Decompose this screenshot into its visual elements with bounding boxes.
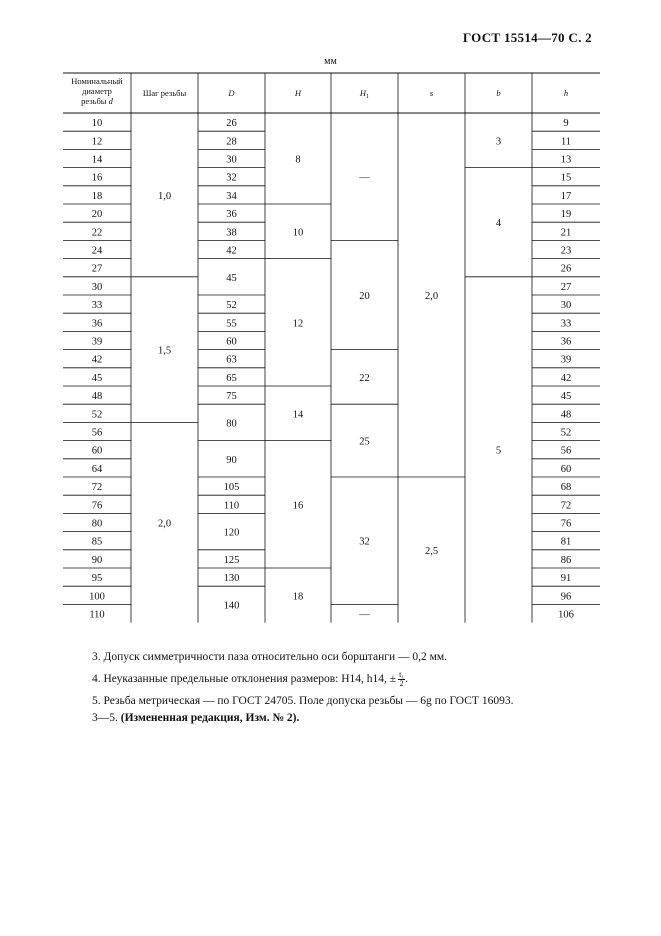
h-value: 60 (560, 463, 572, 475)
header-H1: $H_1$ (359, 88, 370, 100)
s-value: 2,5 (424, 545, 439, 557)
d-value: 95 (91, 573, 103, 585)
header-H: H (294, 88, 302, 98)
note-3: 3. Допуск симметричности паза относительно оси борштанги — 0,2 мм. (92, 651, 448, 663)
d-value: 45 (91, 372, 103, 384)
D-value: 28 (226, 136, 237, 148)
h-value: 11 (560, 136, 572, 148)
h-value: 72 (560, 500, 572, 512)
h-value: 36 (560, 336, 572, 348)
notes (92, 650, 513, 732)
b-value: 5 (495, 445, 502, 457)
b-value: 3 (495, 136, 502, 148)
H-value: 14 (292, 409, 304, 421)
H1-value: — (359, 172, 370, 184)
D-value: 140 (223, 600, 240, 612)
D-value: 45 (226, 272, 237, 284)
h-value: 45 (560, 391, 572, 403)
d-value: 56 (91, 427, 103, 439)
D-value: 90 (226, 454, 237, 466)
D-value: 63 (226, 354, 237, 366)
H1-value: 20 (359, 291, 370, 302)
H1-value: 32 (359, 536, 370, 548)
h-value: 33 (560, 318, 572, 330)
b-value: 4 (495, 218, 502, 230)
d-value: 100 (89, 591, 105, 603)
D-value: 38 (226, 227, 237, 239)
header-d-line2: диаметр (82, 86, 112, 96)
D-value: 52 (226, 300, 237, 312)
d-value: 18 (91, 190, 103, 202)
d-value: 64 (91, 463, 103, 475)
h-value: 19 (560, 209, 572, 221)
D-value: 75 (226, 391, 237, 403)
d-value: 90 (91, 554, 103, 566)
H1-value: 22 (359, 372, 370, 384)
d-value: 52 (91, 409, 103, 421)
h-value: 15 (560, 172, 572, 184)
note-4 (92, 671, 513, 688)
note-3-5-bold: (Измененная редакция, Изм. № 2). (120, 712, 300, 724)
d-value: 72 (91, 482, 103, 494)
d-value: 27 (91, 263, 103, 275)
pitch-value: 1,5 (157, 345, 172, 357)
d-value: 12 (91, 136, 103, 148)
h-value: 13 (560, 154, 572, 166)
D-value: 120 (223, 527, 240, 539)
d-value: 33 (91, 300, 103, 312)
d-value: 14 (91, 154, 103, 166)
D-value: 110 (223, 500, 240, 512)
h-value: 17 (560, 190, 572, 202)
d-value: 16 (91, 172, 103, 184)
D-value: 105 (223, 482, 240, 494)
header-d-line3: резьбы d (81, 96, 113, 106)
H-value: 18 (292, 591, 304, 603)
header-pitch: Шаг резьбы (142, 88, 187, 98)
fraction-numerator: t₁ (399, 670, 405, 679)
d-value: 30 (91, 281, 103, 293)
d-value: 20 (91, 209, 103, 221)
D-value: 55 (226, 318, 237, 330)
D-value: 32 (226, 172, 237, 184)
h-value: 86 (560, 554, 572, 566)
unit-label: мм (324, 56, 337, 67)
note-3-5 (92, 711, 513, 726)
pitch-value: 1,0 (157, 190, 172, 202)
D-value: 80 (226, 418, 237, 430)
D-value: 65 (226, 372, 237, 384)
H1-value: — (359, 609, 370, 621)
note-4-text: 4. Неуказанные предельные отклонения размеров: H14, h14, ± (92, 673, 397, 686)
fraction-denominator: 2 (399, 679, 404, 688)
h-value: 39 (560, 354, 572, 366)
d-value: 48 (91, 391, 103, 403)
note-5: 5. Резьба метрическая — по ГОСТ 24705. Поле допуска резьбы — 6g по ГОСТ 16093. (92, 695, 514, 707)
H1-value: 25 (359, 436, 370, 448)
H-value: 8 (295, 154, 301, 166)
d-value: 36 (91, 318, 103, 330)
d-value: 10 (91, 118, 103, 130)
h-value: 81 (560, 536, 572, 548)
document-header: ГОСТ 15514—70 С. 2 (462, 30, 592, 45)
h-value: 30 (560, 300, 572, 312)
d-value: 60 (91, 445, 103, 457)
D-value: 60 (226, 336, 237, 348)
h-value: 42 (560, 372, 572, 384)
header-d-line1: Номинальный (71, 76, 123, 86)
d-value: 76 (91, 500, 103, 512)
H-value: 10 (292, 227, 304, 239)
D-value: 26 (226, 118, 237, 130)
note-3-5-prefix: 3—5. (92, 712, 121, 724)
h-value: 106 (558, 609, 574, 621)
D-value: 125 (223, 554, 240, 566)
d-value: 42 (91, 354, 103, 366)
d-value: 39 (91, 336, 103, 348)
h-value: 76 (560, 518, 572, 530)
note-4-end: . (405, 673, 409, 686)
header-s: s (429, 88, 434, 98)
d-value: 85 (91, 536, 103, 548)
d-value: 80 (91, 518, 103, 530)
D-value: 34 (226, 190, 237, 202)
h-value: 48 (560, 409, 572, 421)
header-D: D (228, 88, 235, 98)
h-value: 9 (563, 118, 569, 130)
h-value: 52 (560, 427, 572, 439)
h-value: 21 (560, 227, 572, 239)
D-value: 30 (226, 154, 237, 166)
D-value: 130 (223, 573, 240, 585)
header-h: h (563, 88, 569, 98)
D-value: 36 (226, 209, 237, 221)
header-b: b (496, 88, 501, 98)
s-value: 2,0 (424, 291, 439, 302)
H-value: 12 (292, 318, 304, 330)
d-value: 24 (91, 245, 103, 257)
d-value: 22 (91, 227, 103, 239)
h-value: 56 (560, 445, 572, 457)
h-value: 23 (560, 245, 572, 257)
h-value: 96 (560, 591, 572, 603)
h-value: 27 (560, 281, 572, 293)
D-value: 42 (226, 245, 237, 257)
h-value: 26 (560, 263, 572, 275)
H-value: 16 (292, 500, 304, 512)
h-value: 91 (560, 573, 572, 585)
pitch-value: 2,0 (157, 518, 172, 530)
h-value: 68 (560, 482, 572, 494)
d-value: 110 (89, 609, 105, 621)
